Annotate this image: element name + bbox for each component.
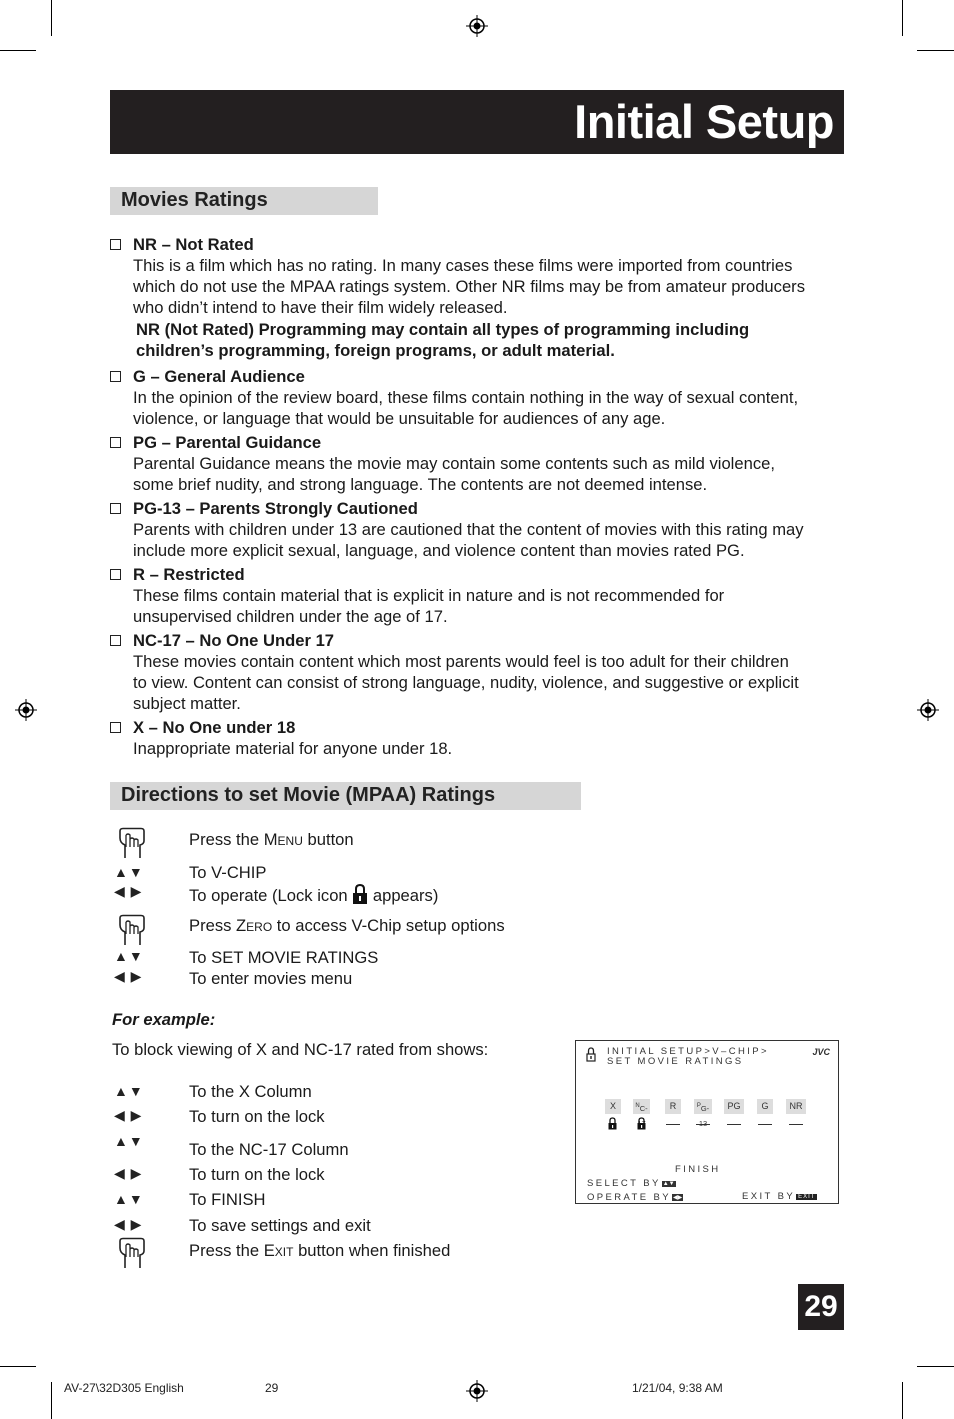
- rating-title: PG-13 – Parents Strongly Cautioned: [133, 499, 418, 518]
- rating-description: [133, 255, 838, 318]
- desc-line: who didn’t intend to have their film widely released.: [133, 298, 508, 317]
- left-right-key-icon: ◀▶: [673, 1195, 683, 1201]
- desc-line: These films contain material that is explicit in nature and is not recommended for: [133, 586, 725, 605]
- checkbox-bullet-icon: [110, 503, 121, 514]
- rating-column-x: X: [605, 1099, 621, 1114]
- registration-mark-icon: [466, 15, 488, 37]
- checkbox-bullet-icon: [110, 722, 121, 733]
- rating-title: X – No One under 18: [133, 718, 296, 737]
- crop-mark: [917, 1366, 954, 1367]
- rating-item-r: [110, 564, 845, 627]
- desc-line: which do not use the MPAA ratings system. Other NR films may be from amateur producers: [133, 277, 805, 296]
- desc-line: unsupervised children under the age of 17.: [133, 607, 448, 626]
- unlocked-dash: [666, 1124, 680, 1125]
- tv-menu-title: SET MOVIE RATINGS: [607, 1056, 744, 1067]
- desc-line: violence, or language that would be unsuitable for audiences of any age.: [133, 409, 666, 428]
- tv-select-hint: SELECT BY ▲▼: [587, 1178, 675, 1189]
- example-step-press-exit: Press the Exit button when finished: [189, 1241, 451, 1260]
- desc-line: to view. Content can consist of strong language, nudity, violence, and suggestive or explicit: [133, 673, 799, 692]
- crop-mark: [51, 0, 52, 36]
- unlocked-dash: [696, 1124, 710, 1125]
- tv-finish-option: FINISH: [675, 1164, 721, 1175]
- footer-date: 1/21/04, 9:38 AM: [632, 1381, 723, 1395]
- up-down-key-icon: ▲▼: [662, 1181, 675, 1187]
- example-step: To the NC-17 Column: [189, 1140, 349, 1159]
- section-heading-directions: [110, 782, 581, 810]
- step-set-movie-ratings: To SET MOVIE RATINGS: [189, 948, 379, 967]
- up-down-arrows-icon: ▲▼: [114, 1133, 144, 1149]
- desc-line: subject matter.: [133, 694, 241, 713]
- rating-title: G – General Audience: [133, 367, 305, 386]
- tv-exit-hint: EXIT BY EXIT: [742, 1191, 816, 1202]
- step-operate-lock: To operate (Lock icon appears): [189, 883, 438, 906]
- unlocked-dash: [727, 1124, 741, 1125]
- up-down-arrows-icon: ▲▼: [114, 1083, 144, 1099]
- rating-column-pg13: $^P$G-: [694, 1099, 712, 1114]
- rating-description: [133, 651, 838, 714]
- unlocked-dash: [758, 1124, 772, 1125]
- lock-on-icon: [608, 1117, 617, 1130]
- rating-title: NC-17 – No One Under 17: [133, 631, 335, 650]
- unlocked-dash: [789, 1124, 803, 1125]
- rating-item-nr: [110, 234, 845, 318]
- desc-line: include more explicit sexual, language, and violence content than movies rated PG.: [133, 541, 745, 560]
- step-press-zero: Press Zero to access V-Chip setup options: [189, 916, 505, 935]
- rating-description: [133, 519, 838, 561]
- rating-column-nc17: $^N$C-: [633, 1099, 650, 1114]
- tv-breadcrumb: INITIAL SETUP>V–CHIP>: [607, 1046, 769, 1057]
- checkbox-bullet-icon: [110, 239, 121, 250]
- checkbox-bullet-icon: [110, 437, 121, 448]
- example-label: For example:: [112, 1010, 216, 1029]
- left-right-arrows-icon: ◀ ▶: [114, 1165, 143, 1181]
- up-down-arrows-icon: ▲▼: [114, 948, 144, 964]
- example-step: To save settings and exit: [189, 1216, 371, 1235]
- rating-title: NR – Not Rated: [133, 235, 254, 254]
- example-step: To turn on the lock: [189, 1107, 325, 1126]
- rating-description: [133, 453, 838, 495]
- page-number-badge: 29: [798, 1284, 844, 1330]
- desc-line: some brief nudity, and strong language. The contents are not deemed intense.: [133, 475, 708, 494]
- hand-press-icon: [116, 1237, 148, 1269]
- hand-press-icon: [116, 914, 148, 946]
- crop-mark: [902, 1382, 903, 1419]
- rating-description: [133, 387, 838, 429]
- rating-title: R – Restricted: [133, 565, 245, 584]
- registration-mark-icon: [15, 699, 37, 721]
- rating-item-x: [110, 717, 845, 759]
- up-down-arrows-icon: ▲▼: [114, 864, 144, 880]
- tv-screen-mockup: [575, 1040, 839, 1204]
- rating-description: [133, 585, 838, 627]
- section-heading-text: Directions to set Movie (MPAA) Ratings: [121, 784, 496, 806]
- rating-item-pg: [110, 432, 845, 495]
- crop-mark: [917, 50, 954, 51]
- step-to-vchip: To V-CHIP: [189, 863, 267, 882]
- note-line: children’s programming, foreign programs, or adult material.: [136, 341, 615, 360]
- rating-item-pg13: [110, 498, 845, 561]
- footer-page: 29: [265, 1381, 279, 1395]
- lock-icon: [586, 1047, 596, 1062]
- checkbox-bullet-icon: [110, 371, 121, 382]
- registration-mark-icon: [466, 1380, 488, 1402]
- desc-line: These movies contain content which most parents would feel is too adult for their children: [133, 652, 789, 671]
- example-intro: To block viewing of X and NC-17 rated from shows:: [112, 1040, 489, 1059]
- section-heading-text: Movies Ratings: [121, 189, 268, 211]
- header-bar: [110, 90, 844, 154]
- tv-brand-logo: JVC: [812, 1047, 830, 1057]
- crop-mark: [0, 1366, 36, 1367]
- up-down-arrows-icon: ▲▼: [114, 1191, 144, 1207]
- hand-press-icon: [116, 827, 148, 859]
- crop-mark: [51, 1382, 52, 1419]
- section-heading-movies-ratings: [110, 187, 378, 215]
- left-right-arrows-icon: ◀ ▶: [114, 1216, 143, 1232]
- example-step: To turn on the lock: [189, 1165, 325, 1184]
- left-right-arrows-icon: ◀ ▶: [114, 968, 143, 984]
- desc-line: Parents with children under 13 are cautioned that the content of movies with this rating may: [133, 520, 804, 539]
- lock-icon: [352, 883, 368, 905]
- lock-on-icon: [637, 1117, 646, 1130]
- page-title: Initial Setup: [574, 95, 834, 148]
- rating-title: PG – Parental Guidance: [133, 433, 322, 452]
- note-line: NR (Not Rated) Programming may contain all types of programming including: [136, 320, 750, 339]
- left-right-arrows-icon: ◀ ▶: [114, 883, 143, 899]
- rating-item-nc17: [110, 630, 845, 714]
- registration-mark-icon: [917, 699, 939, 721]
- nr-note: [136, 319, 826, 361]
- rating-column-pg: PG: [724, 1099, 744, 1114]
- tv-operate-hint: OPERATE BY ◀▶: [587, 1192, 683, 1203]
- rating-column-nr: NR: [786, 1099, 806, 1114]
- crop-mark: [902, 0, 903, 36]
- desc-line: Inappropriate material for anyone under 18.: [133, 739, 453, 758]
- checkbox-bullet-icon: [110, 635, 121, 646]
- checkbox-bullet-icon: [110, 569, 121, 580]
- example-step: To the X Column: [189, 1082, 312, 1101]
- desc-line: In the opinion of the review board, these films contain nothing in the way of sexual content,: [133, 388, 799, 407]
- desc-line: Parental Guidance means the movie may contain some contents such as mild violence,: [133, 454, 775, 473]
- step-press-menu: Press the Menu button: [189, 830, 354, 849]
- exit-key-icon: EXIT: [798, 1194, 816, 1200]
- left-right-arrows-icon: ◀ ▶: [114, 1107, 143, 1123]
- rating-column-r: R: [665, 1099, 681, 1114]
- example-step: To FINISH: [189, 1190, 266, 1209]
- rating-description: [133, 738, 838, 759]
- crop-mark: [0, 50, 36, 51]
- rating-column-g: G: [757, 1099, 773, 1114]
- rating-item-g: [110, 366, 845, 429]
- step-enter-movies-menu: To enter movies menu: [189, 969, 353, 988]
- desc-line: This is a film which has no rating. In many cases these films were imported from countries: [133, 256, 793, 275]
- footer-file: AV-27\32D305 English: [64, 1381, 184, 1395]
